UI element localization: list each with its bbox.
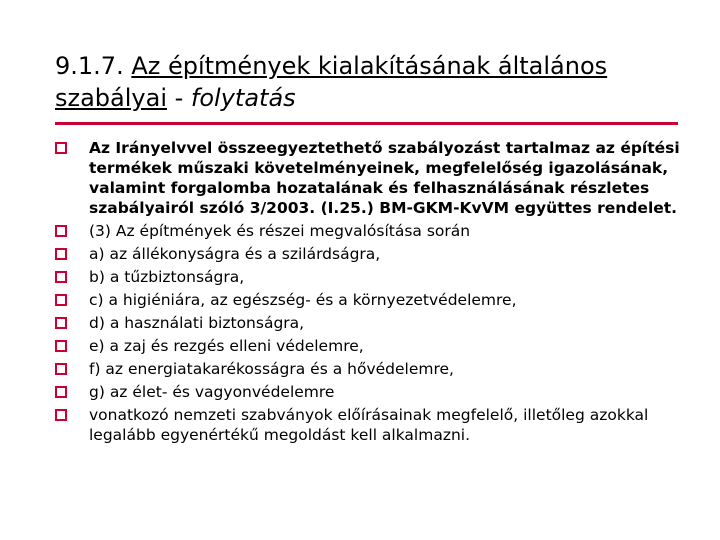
bullet-text: (3) Az építmények és részei megvalósítása során <box>89 222 471 240</box>
bullet-item <box>55 382 695 402</box>
bullet-item <box>55 359 695 379</box>
bullet-text: a) az állékonyságra és a szilárdságra, <box>89 245 381 263</box>
bullet-square-icon <box>55 409 67 421</box>
bullet-text: Az Irányelvvel összeegyeztethető szabályozást tartalmaz az építési termékek műszaki követelményeinek, megfelelőség igazolásának, valamint forgalomba hozatalának és felhasználásának részletes szabályairól szóló 3/2003. (I.25.) BM-GKM-KvVM együttes rendelet. <box>89 139 680 217</box>
bullet-square-icon <box>55 340 67 352</box>
bullet-square-icon <box>55 386 67 398</box>
title-separator: - <box>167 84 191 112</box>
title-continuation: folytatás <box>190 84 296 112</box>
bullet-item <box>55 405 695 445</box>
bullet-square-icon <box>55 317 67 329</box>
bullet-item <box>55 221 695 241</box>
bullet-text: g) az élet- és vagyonvédelemre <box>89 383 335 401</box>
bullet-square-icon <box>55 248 67 260</box>
bullet-text: c) a higiéniára, az egészség- és a környezetvédelemre, <box>89 291 517 309</box>
bullet-item <box>55 267 695 287</box>
bullet-text: vonatkozó nemzeti szabványok előírásainak megfelelő, illetőleg azokkal legalább egyenértékű megoldást kell alkalmazni. <box>89 406 649 444</box>
bullet-square-icon <box>55 142 67 154</box>
bullet-list <box>55 138 695 448</box>
slide-title <box>55 50 675 114</box>
bullet-item <box>55 138 695 218</box>
bullet-item <box>55 290 695 310</box>
title-divider <box>55 122 678 125</box>
bullet-text: d) a használati biztonságra, <box>89 314 305 332</box>
bullet-text: b) a tűzbiztonságra, <box>89 268 245 286</box>
bullet-square-icon <box>55 225 67 237</box>
title-prefix: 9.1.7. <box>55 52 132 80</box>
bullet-square-icon <box>55 271 67 283</box>
bullet-item <box>55 244 695 264</box>
bullet-text: f) az energiatakarékosságra és a hővédelemre, <box>89 360 454 378</box>
title-main: Az építmények kialakításának általános szabályai <box>55 52 608 112</box>
bullet-square-icon <box>55 294 67 306</box>
bullet-square-icon <box>55 363 67 375</box>
bullet-text: e) a zaj és rezgés elleni védelemre, <box>89 337 364 355</box>
bullet-item <box>55 313 695 333</box>
bullet-item <box>55 336 695 356</box>
